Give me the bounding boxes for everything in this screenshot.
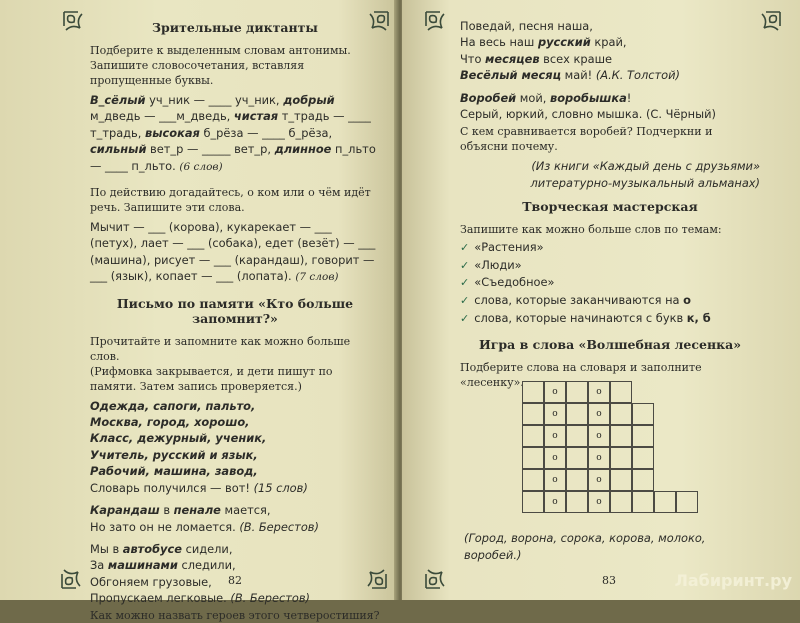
grid-cell: о (588, 425, 610, 447)
grid-cell (632, 491, 654, 513)
grid-cell (610, 469, 632, 491)
grid-cell (610, 491, 632, 513)
instruction-text: Запишите как можно больше слов по темам: (460, 223, 722, 237)
poem-block: Карандаш в пенале мается, Но зато он не ломается. (В. Берестов) (90, 503, 319, 534)
grid-cell (522, 491, 544, 513)
grid-cell: о (544, 491, 566, 513)
rhyme-line: Одежда, сапоги, пальто, (90, 398, 256, 413)
list-item: ✓ «Люди» (460, 257, 522, 272)
checkmark-icon: ✓ (460, 311, 470, 325)
corner-ornament-icon (356, 10, 390, 44)
question-text: Как можно назвать героев этого четверостишия? (90, 608, 380, 622)
list-item: ✓ слова, которые начинаются с букв к, б (460, 310, 711, 325)
corner-ornament-icon (354, 556, 388, 590)
corner-ornament-icon (62, 10, 96, 44)
grid-cell (566, 469, 588, 491)
instruction-text: Прочитайте и запомните как можно больше слов. (90, 334, 351, 363)
watermark-logo: Лабиринт.ру (674, 571, 792, 590)
grid-cell (632, 447, 654, 469)
rhyme-line: Класс, дежурный, ученик, (90, 431, 267, 446)
poem-block: Поведай, песня наша, На весь наш русский край, Что месяцев всех краше Весёлый месяц май! (А.К. Толстой) (460, 19, 680, 83)
page-number: 83 (602, 574, 616, 587)
grid-cell (654, 491, 676, 513)
grid-cell (610, 381, 632, 403)
poem-block: Воробей мой, воробышка! Серый, юркий, словно мышка. (С. Чёрный) (460, 90, 716, 122)
grid-cell (566, 425, 588, 447)
grid-cell (610, 403, 632, 425)
grid-cell: о (588, 403, 610, 425)
instruction-text: Подберите слова на словаря и заполните «лесенку». (460, 361, 702, 390)
grid-cell (522, 381, 544, 403)
answers-text: (Город, ворона, сорока, корова, молоко, воробей.) (464, 531, 706, 562)
grid-cell (522, 447, 544, 469)
grid-cell (610, 447, 632, 469)
section-title: Письмо по памяти «Кто больше запомнит?» (116, 295, 354, 326)
grid-cell: о (544, 381, 566, 403)
source-citation: (Из книги «Каждый день с друзьями» литературно-музыкальный альманах) (530, 159, 760, 190)
section-title: Зрительные диктанты (152, 20, 318, 35)
rhyme-line: Учитель, русский и язык, (90, 447, 258, 462)
grid-cell (566, 447, 588, 469)
grid-cell (632, 425, 654, 447)
grid-cell: о (544, 447, 566, 469)
checkmark-icon: ✓ (460, 276, 470, 290)
instruction-text: По действию догадайтесь, о ком или о чём идёт речь. Запишите эти слова. (90, 186, 371, 215)
list-item: ✓ «Съедобное» (460, 275, 555, 290)
corner-ornament-icon (748, 10, 782, 44)
grid-cell: о (588, 381, 610, 403)
grid-cell (566, 491, 588, 513)
left-page (0, 0, 398, 622)
instruction-text: Подберите к выделенным словам антонимы. Запишите словосочетания, вставляя пропущенные буквы. (90, 44, 351, 87)
list-item: ✓ слова, которые заканчиваются на о (460, 293, 691, 308)
right-page (402, 0, 800, 600)
section-title: Игра в слова «Волшебная лесенка» (478, 337, 742, 353)
grid-cell (522, 425, 544, 447)
poem-block: Мы в автобусе сидели, За машинами следили, Обгоняем грузовые, Пропускаем легковые. (В. Берестов) (90, 541, 310, 606)
grid-cell: о (544, 403, 566, 425)
corner-ornament-icon (424, 10, 458, 44)
instruction-text: (Рифмовка закрывается, и дети пишут по памяти. Затем запись проверяется.) (90, 364, 333, 393)
checkmark-icon: ✓ (460, 258, 470, 272)
rhyme-line: Рабочий, машина, завод, (90, 464, 258, 479)
grid-cell: о (588, 469, 610, 491)
grid-cell (566, 381, 588, 403)
grid-cell (610, 425, 632, 447)
grid-cell: о (544, 425, 566, 447)
rhyme-line: Москва, город, хорошо, (90, 415, 250, 430)
rhyme-list (90, 398, 380, 496)
corner-ornament-icon (424, 556, 458, 590)
grid-cell: о (588, 491, 610, 513)
grid-cell: о (544, 469, 566, 491)
page-number: 82 (228, 574, 242, 587)
checkmark-icon: ✓ (460, 294, 470, 308)
grid-cell (632, 403, 654, 425)
grid-cell (632, 469, 654, 491)
list-item: ✓ «Растения» (460, 240, 544, 255)
question-text: С кем сравнивается воробей? Подчеркни и объясни почему. (460, 125, 713, 154)
exercise-text: В_сёлый уч_ник — ____ уч_ник, добрый м_дведь — ___м_дведь, чистая т_традь — ____ т_традь, высокая б_рёза — ____ б_рёза, сильный вет_р — _____ вет_р, длинное п_льто — ____ п_льто. (6 слов) (90, 93, 376, 173)
grid-cell (676, 491, 698, 513)
grid-cell (522, 469, 544, 491)
topic-list (460, 239, 760, 327)
corner-ornament-icon (60, 556, 94, 590)
grid-cell (566, 403, 588, 425)
grid-cell (522, 403, 544, 425)
rhyme-line: Словарь получился — вот! (15 слов) (90, 480, 308, 495)
checkmark-icon: ✓ (460, 241, 470, 255)
section-title: Творческая мастерская (522, 199, 698, 215)
exercise-text: Мычит — ___ (корова), кукарекает — ___ (петух), лает — ___ (собака), едет (везёт) — ___ (машина), рисует — ___ (карандаш), говорит — ___ (язык), копает — ___ (лопата). (7 слов) (90, 220, 376, 284)
grid-cell: о (588, 447, 610, 469)
